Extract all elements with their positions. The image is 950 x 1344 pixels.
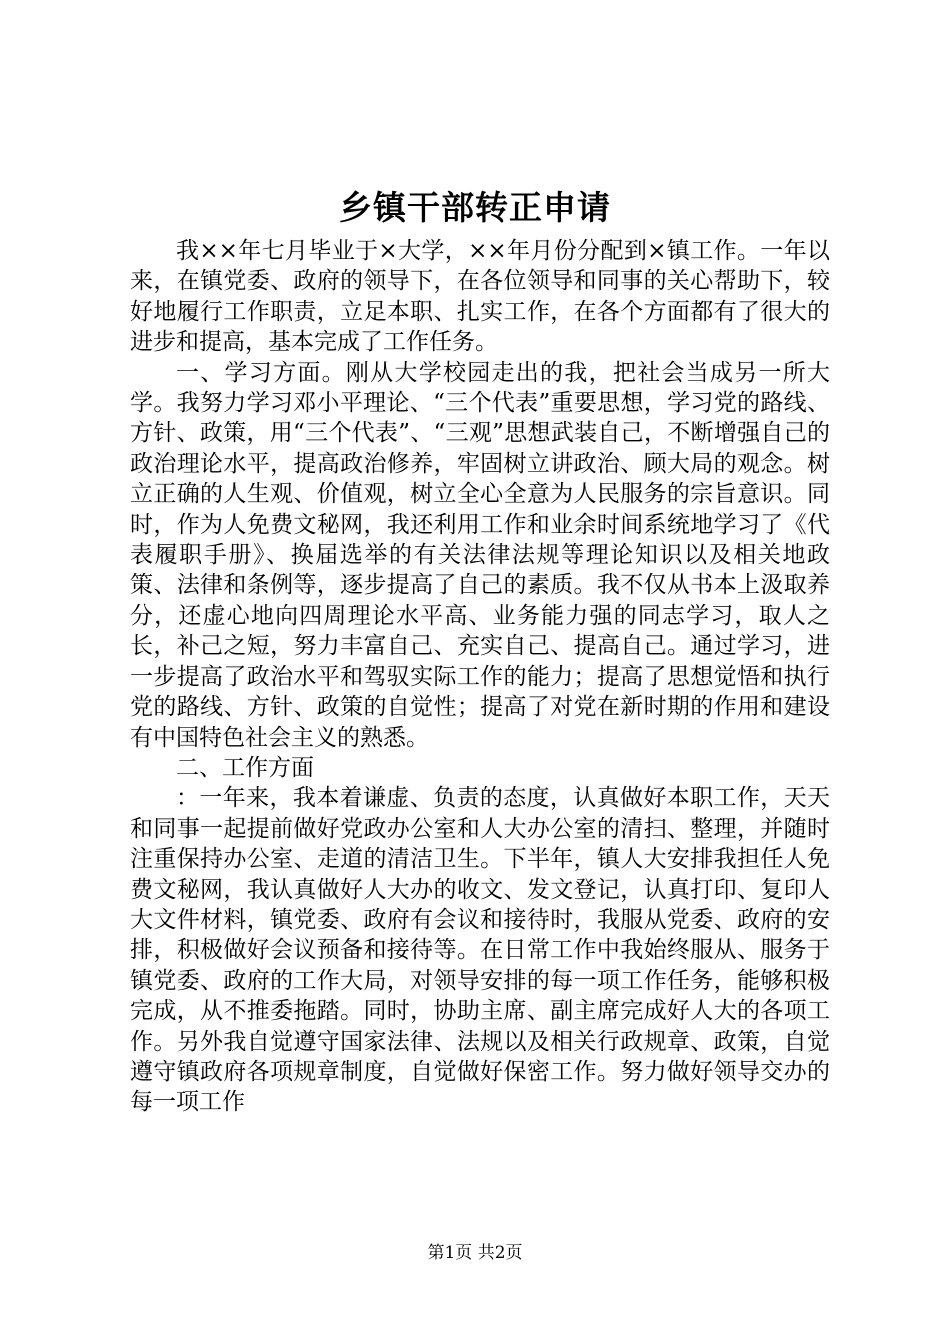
document-body bbox=[130, 236, 830, 1118]
page-footer: 第1页 共2页 bbox=[427, 1243, 523, 1263]
paragraph-intro: 我××年七月毕业于×大学，××年月份分配到×镇工作。一年以来，在镇党委、政府的领导下，在各位领导和同事的关心帮助下，较好地履行工作职责，立足本职、扎实工作，在各个方面都有了很大的进步和提高，基本完成了工作任务。 bbox=[130, 238, 830, 356]
paragraph-study: 一、学习方面。刚从大学校园走出的我，把社会当成另一所大学。我努力学习邓小平理论、“三个代表”重要思想，学习党的路线、方针、政策，用“三个代表”、“三观”思想武装自己，不断增强自己的政治理论水平，提高政治修养，牢固树立讲政治、顾大局的观念。树立正确的人生观、价值观，树立全心全意为人民服务的宗旨意识。同时，作为人免费文秘网，我还利用工作和业余时间系统地学习了《代表履职手册》、换届选举的有关法律法规等理论知识以及相关地政策、法律和条例等，逐步提高了自己的素质。我不仅从书本上汲取养分，还虚心地向四周理论水平高、业务能力强的同志学习，取人之长，补己之短，努力丰富自己、充实自己、提高自己。通过学习，进一步提高了政治水平和驾驭实际工作的能力；提高了思想觉悟和执行党的路线、方针、政策的自觉性；提高了对党在新时期的作用和建设有中国特色社会主义的熟悉。 bbox=[130, 359, 830, 751]
paragraph-work: ：一年来，我本着谦虚、负责的态度，认真做好本职工作，天天和同事一起提前做好党政办公室和人大办公室的清扫、整理，并随时注重保持办公室、走道的清洁卫生。下半年，镇人大安排我担任人免费文秘网，我认真做好人大办的收文、发文登记，认真打印、复印人大文件材料，镇党委、政府有会议和接待时，我服从党委、政府的安排，积极做好会议预备和接待等。在日常工作中我始终服从、服务于镇党委、政府的工作大局，对领导安排的每一项工作任务，能够积极完成，从不推委拖踏。同时，协助主席、副主席完成好人大的各项工作。另外我自觉遵守国家法律、法规以及相关行政规章、政策，自觉遵守镇政府各项规章制度，自觉做好保密工作。努力做好领导交办的每一项工作 bbox=[130, 785, 830, 1116]
document-title: 乡镇干部转正申请 bbox=[339, 188, 611, 227]
section-heading-work: 二、工作方面 bbox=[176, 754, 314, 781]
